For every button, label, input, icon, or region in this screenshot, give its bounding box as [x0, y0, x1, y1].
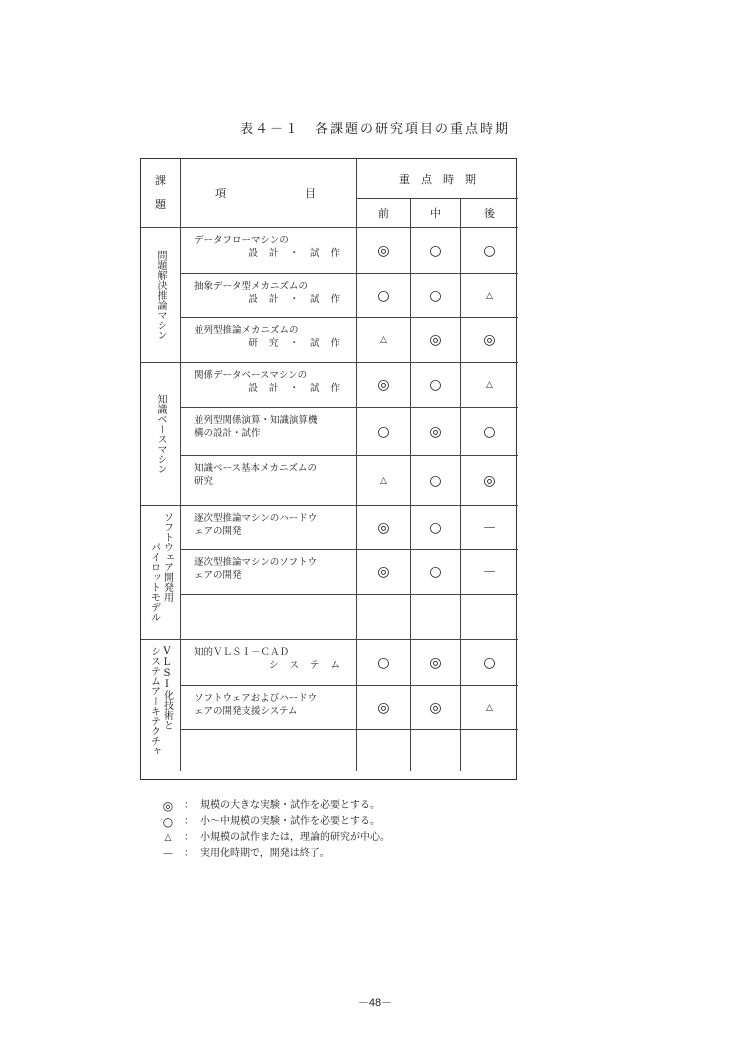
mark-late: ○ [461, 640, 518, 686]
mark-early: ◎ [357, 550, 411, 595]
mark-early: ◎ [357, 363, 411, 408]
header-item [181, 159, 357, 228]
mark-early: ○ [357, 408, 411, 456]
legend-symbol: △ [164, 833, 172, 843]
mark-early: ◎ [357, 686, 411, 730]
table-row-item: 並列型推論メカニズムの 研 究 ・ 試 作 [181, 318, 357, 363]
group-label-4a: VLSI化技術と [161, 646, 173, 730]
group-label-4 [141, 640, 181, 771]
mark-late: △ [461, 274, 518, 318]
group-label-3b: パイロットモデル [148, 542, 160, 622]
legend-item [158, 846, 390, 862]
header-item-b: 目 [305, 187, 316, 200]
mark-late: － [461, 506, 518, 550]
mark-early: ○ [357, 640, 411, 686]
mark-mid: ○ [411, 456, 461, 506]
table-row-item: 抽象データ型メカニズムの 設 計 ・ 試 作 [181, 274, 357, 318]
legend-colon: ： [184, 800, 194, 811]
mark-early: ◎ [357, 228, 411, 274]
mark-early: ○ [357, 274, 411, 318]
table-title: 表４－１ 各課題の研究項目の重点時期 [239, 122, 510, 137]
table-row-item: 知識ベース基本メカニズムの 研究 [181, 456, 357, 506]
table-row-item: 並列型関係演算・知識演算機 構の設計・試作 [181, 408, 357, 456]
mark-mid: ○ [411, 506, 461, 550]
mark-early: △ [357, 456, 411, 506]
table-row-item: 逐次型推論マシンのソフトウ ェアの開発 [181, 550, 357, 595]
mark-late: ◎ [461, 456, 518, 506]
mark-early [357, 730, 411, 771]
table-row-item: 知的ＶＬＳＩ－ＣＡＤ シ ス テ ム [181, 640, 357, 686]
legend-colon: ： [184, 816, 194, 827]
mark-mid: ○ [411, 274, 461, 318]
mark-mid [411, 730, 461, 771]
mark-mid: ◎ [411, 686, 461, 730]
priority-table [140, 158, 517, 780]
header-topic: 課 題 [141, 159, 181, 228]
legend-text: 実用化時期で，開発は終了。 [200, 848, 330, 859]
legend-text: 小規模の試作または，理論的研究が中心。 [200, 832, 390, 843]
mark-early: △ [357, 318, 411, 363]
header-late: 後 [461, 199, 518, 228]
group-label-3a: ソフトウェア開発用 [161, 512, 173, 602]
header-item-a: 項 [215, 187, 226, 200]
header-early: 前 [357, 199, 411, 228]
mark-late: ○ [461, 408, 518, 456]
legend-colon: ： [184, 832, 194, 843]
legend-text: 規模の大きな実験・試作を必要とする。 [200, 800, 380, 811]
legend-item [158, 814, 390, 830]
mark-mid: ◎ [411, 640, 461, 686]
group-label-1: 問題解決推論マシン [141, 228, 181, 363]
header-period: 重 点 時 期 [357, 159, 518, 199]
legend-text: 小～中規模の実験・試作を必要とする。 [200, 816, 380, 827]
mark-late: ◎ [461, 318, 518, 363]
mark-mid: ○ [411, 228, 461, 274]
table-row-item: ソフトウェアおよびハードウ ェアの開発支援システム [181, 686, 357, 730]
table-row-item [181, 595, 357, 640]
group-label-4b: システムアーキテクチャ [148, 646, 160, 756]
legend-item [158, 798, 390, 814]
legend-item [158, 830, 390, 846]
mark-mid: ○ [411, 550, 461, 595]
legend-symbol: ○ [162, 815, 174, 829]
mark-mid: ○ [411, 363, 461, 408]
table-row-item: データフローマシンの 設 計 ・ 試 作 [181, 228, 357, 274]
legend-symbol: ◎ [162, 799, 174, 813]
mark-early: ◎ [357, 506, 411, 550]
table-row-item: 関係データベースマシンの 設 計 ・ 試 作 [181, 363, 357, 408]
mark-late [461, 595, 518, 640]
group-label-3 [141, 506, 181, 640]
table-row-item [181, 730, 357, 771]
mark-mid: ◎ [411, 318, 461, 363]
legend [158, 798, 390, 862]
mark-late: △ [461, 686, 518, 730]
mark-late: △ [461, 363, 518, 408]
table-row-item: 逐次型推論マシンのハードウ ェアの開発 [181, 506, 357, 550]
legend-colon: ： [184, 848, 194, 859]
mark-early [357, 595, 411, 640]
mark-late: ○ [461, 228, 518, 274]
header-mid: 中 [411, 199, 461, 228]
mark-mid: ◎ [411, 408, 461, 456]
legend-symbol: － [161, 847, 174, 861]
mark-mid [411, 595, 461, 640]
mark-late [461, 730, 518, 771]
page-number: －48－ [357, 997, 393, 1009]
group-label-2: 知識ベースマシン [141, 363, 181, 506]
mark-late: － [461, 550, 518, 595]
